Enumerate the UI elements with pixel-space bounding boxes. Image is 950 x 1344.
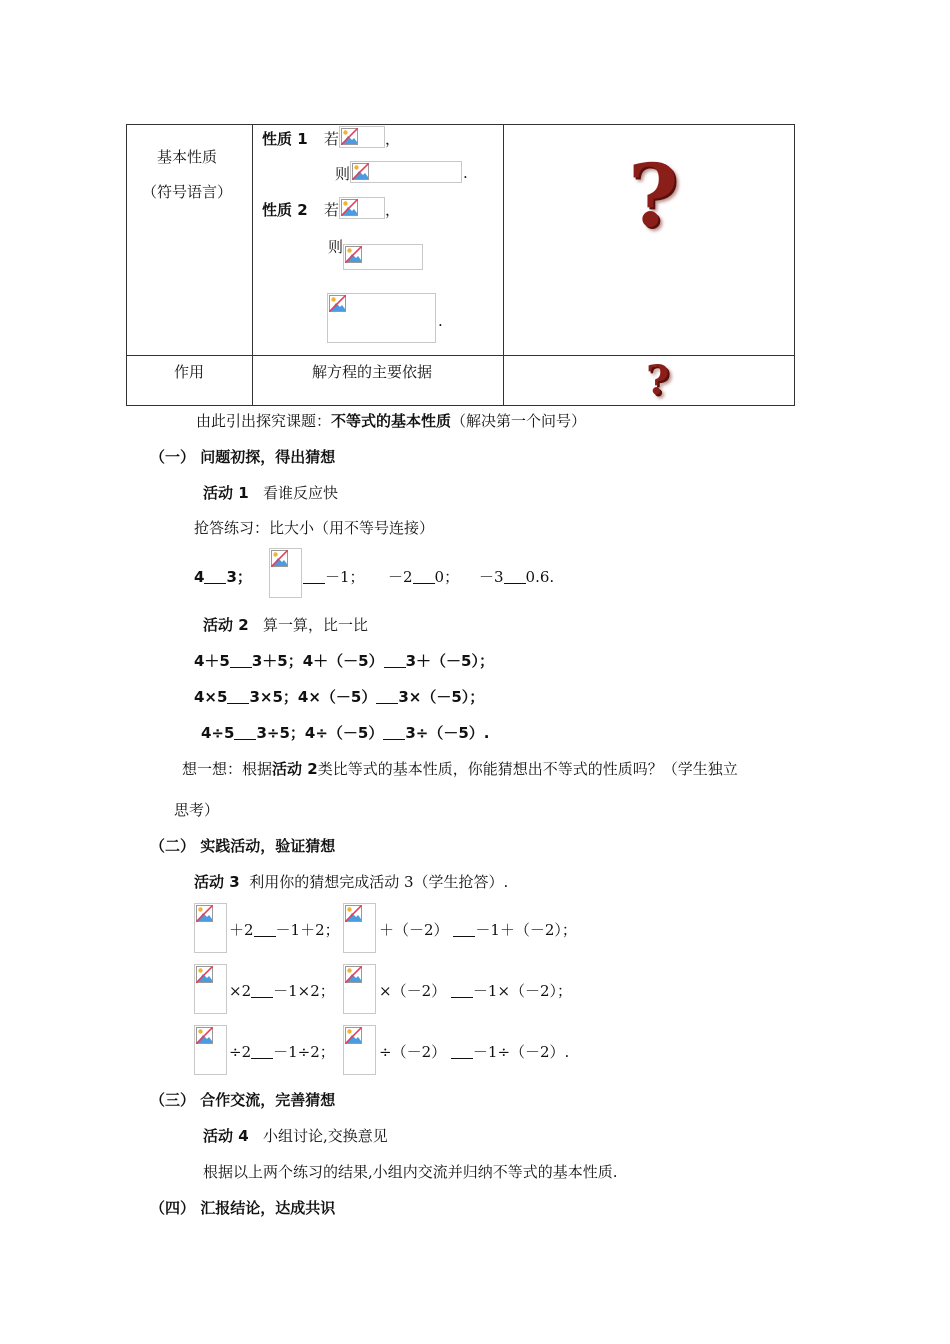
property-2-if: 若 <box>324 201 340 219</box>
expr: －1÷2； <box>273 1043 335 1061</box>
broken-image-icon <box>345 905 362 922</box>
exercise-d-right: 0.6. <box>525 568 555 586</box>
broken-image-icon <box>271 550 288 567</box>
answer-blank <box>384 653 406 668</box>
answer-blank <box>504 569 526 584</box>
expr: －1＋2； <box>275 921 340 939</box>
activity-4 <box>203 1125 388 1146</box>
compare-line-add <box>194 650 494 671</box>
formula-image <box>343 964 376 1014</box>
expr: 3÷（－5）. <box>405 724 490 742</box>
answer-blank <box>251 1044 273 1059</box>
intro-topic: 不等式的基本性质 <box>331 412 452 430</box>
practice-instruction: 抢答练习：比大小（用不等号连接） <box>194 519 435 537</box>
intro-prefix: 由此引出探究课题： <box>196 412 332 430</box>
answer-blank <box>453 922 475 937</box>
expr: 3÷5；4÷（－5） <box>256 724 384 742</box>
activity-1-label: 活动 1 <box>203 484 249 502</box>
section-1-title: （一） 问题初探，得出猜想 <box>150 448 336 466</box>
exercise-c-right: 0； <box>434 568 460 586</box>
broken-image-icon <box>345 966 362 983</box>
expr: ÷（－2） <box>379 1043 447 1061</box>
expr: －1×2； <box>273 982 335 1000</box>
answer-blank <box>204 569 226 584</box>
broken-image-icon <box>196 905 213 922</box>
broken-image-icon <box>345 1027 362 1044</box>
answer-blank <box>254 922 276 937</box>
activity-1 <box>203 482 338 503</box>
broken-image-icon <box>352 163 369 180</box>
intro-line <box>196 410 586 431</box>
expr: 3×5；4×（－5） <box>249 688 377 706</box>
property-1-period: . <box>463 164 468 182</box>
broken-image-icon <box>196 966 213 983</box>
broken-image-icon <box>196 1027 213 1044</box>
property-2-comma: ， <box>385 201 401 219</box>
expr: 4÷5 <box>201 724 235 742</box>
activity-2 <box>203 614 368 635</box>
property-1-if: 若 <box>324 130 340 148</box>
formula-image <box>343 244 423 270</box>
section-3-title: （三） 合作交流，完善猜想 <box>150 1091 336 1109</box>
exercise-d-left: －3 <box>479 568 504 586</box>
exercise-a-right: 3； <box>226 568 252 586</box>
broken-image-icon <box>341 199 358 216</box>
expr: ×（－2） <box>379 982 447 1000</box>
question-mark-icon: ? <box>646 357 670 404</box>
verify-expr <box>229 980 335 1001</box>
activity-1-text: 看谁反应快 <box>262 484 338 502</box>
formula-image <box>343 903 376 953</box>
section-4-title: （四） 汇报结论，达成共识 <box>150 1199 336 1217</box>
answer-blank <box>451 983 473 998</box>
formula-image <box>350 161 462 183</box>
activity-3-label: 活动 3 <box>194 873 240 891</box>
compare-line-multiply <box>194 686 484 707</box>
activity-2-label: 活动 2 <box>203 616 249 634</box>
activity-3-text: 利用你的猜想完成活动 3（学生抢答）. <box>249 873 509 891</box>
expr: －1×（－2）； <box>472 982 573 1000</box>
broken-image-icon <box>341 128 358 145</box>
broken-image-icon <box>329 295 346 312</box>
expr: 3×（－5）； <box>398 688 485 706</box>
formula-image <box>194 1025 227 1075</box>
think-paragraph <box>182 758 738 779</box>
expr: 4＋5 <box>194 652 230 670</box>
answer-blank <box>451 1044 473 1059</box>
answer-blank <box>376 689 398 704</box>
table-usage-content: 解方程的主要依据 <box>312 363 433 381</box>
answer-blank <box>230 653 252 668</box>
activity-2-text: 算一算，比一比 <box>262 616 368 634</box>
formula-image <box>339 126 385 148</box>
property-2-then: 则 <box>328 238 344 256</box>
exercise-a <box>194 566 252 587</box>
intro-suffix: （解决第一个问号） <box>451 412 587 430</box>
expr: ×2 <box>229 982 252 1000</box>
table-divider <box>503 124 504 406</box>
formula-image <box>269 548 302 598</box>
compare-line-divide <box>201 722 490 743</box>
answer-blank <box>251 983 273 998</box>
verify-expr <box>379 1041 569 1062</box>
formula-image <box>343 1025 376 1075</box>
answer-blank <box>234 725 256 740</box>
property-1-comma: ， <box>385 130 401 148</box>
answer-blank <box>303 569 325 584</box>
broken-image-icon <box>345 246 362 263</box>
verify-expr <box>379 980 572 1001</box>
answer-blank <box>413 569 435 584</box>
exercise-c-left: －2 <box>388 568 413 586</box>
activity-4-summary: 根据以上两个练习的结果,小组内交流并归纳不等式的基本性质. <box>203 1163 618 1181</box>
table-header-symbolic: （符号语言） <box>142 183 233 201</box>
expr: ＋2 <box>229 921 254 939</box>
section-2-title: （二） 实践活动，验证猜想 <box>150 837 336 855</box>
activity-4-label: 活动 4 <box>203 1127 249 1145</box>
formula-image <box>339 197 385 219</box>
expr: －1＋（－2）； <box>475 921 577 939</box>
expr: 4×5 <box>194 688 228 706</box>
think-prefix: 想一想：根据 <box>182 760 273 778</box>
verify-expr <box>379 919 577 940</box>
formula-image <box>194 964 227 1014</box>
table-header-usage: 作用 <box>174 363 205 381</box>
exercise-c <box>388 566 459 587</box>
table-divider <box>252 124 253 406</box>
think-suffix: 类比等式的基本性质，你能猜想出不等式的性质吗？（学生独立 <box>317 760 738 778</box>
question-mark-icon: ? <box>628 146 679 247</box>
activity-3 <box>194 871 508 892</box>
property-2-period: . <box>438 312 443 330</box>
property-2-label: 性质 2 <box>262 201 308 219</box>
formula-image <box>327 293 436 343</box>
exercise-b-right: －1； <box>325 568 365 586</box>
think-continuation: 思考） <box>174 801 220 819</box>
expr: －1÷（－2）. <box>472 1043 570 1061</box>
property-1-label: 性质 1 <box>262 130 308 148</box>
verify-expr <box>229 919 340 940</box>
think-bold: 活动 2 <box>272 760 318 778</box>
expr: 3＋5；4＋（－5） <box>251 652 384 670</box>
exercise-d <box>479 566 554 587</box>
answer-blank <box>227 689 249 704</box>
activity-4-text: 小组讨论,交换意见 <box>262 1127 388 1145</box>
expr: ＋（－2） <box>379 921 449 939</box>
table-divider <box>126 355 795 356</box>
formula-image <box>194 903 227 953</box>
property-1-then: 则 <box>335 165 351 183</box>
verify-expr <box>229 1041 335 1062</box>
expr: 3＋（－5）； <box>405 652 494 670</box>
answer-blank <box>383 725 405 740</box>
table-header-properties: 基本性质 <box>157 148 218 166</box>
expr: ÷2 <box>229 1043 252 1061</box>
exercise-a-left: 4 <box>194 568 205 586</box>
exercise-b <box>303 566 365 587</box>
